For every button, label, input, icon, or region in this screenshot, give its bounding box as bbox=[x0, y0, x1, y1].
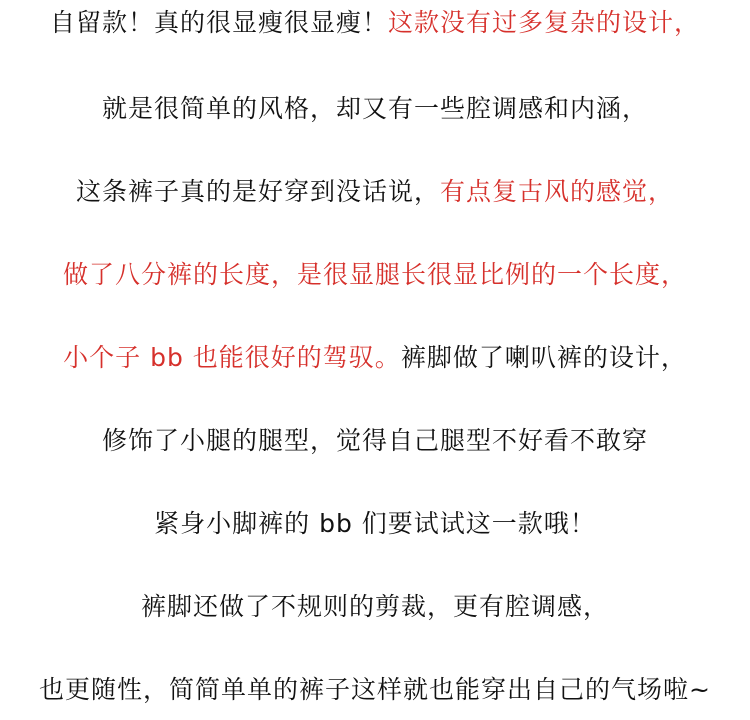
description-text: 裤脚做了喇叭裤的设计， bbox=[400, 343, 687, 372]
highlighted-text: 小个子 bb 也能很好的驾驭。 bbox=[63, 343, 401, 372]
description-line bbox=[0, 6, 750, 40]
highlighted-text: 有点复古风的感觉， bbox=[440, 177, 675, 206]
description-line bbox=[0, 673, 750, 707]
description-text: 也更随性，简简单单的裤子这样就也能穿出自己的气场啦~ bbox=[39, 675, 711, 704]
description-text: 裤脚还做了不规则的剪裁，更有腔调感， bbox=[140, 592, 609, 621]
description-line bbox=[0, 590, 750, 624]
description-text: 自留款！真的很显瘦很显瘦！ bbox=[49, 8, 388, 37]
description-text: 就是很简单的风格，却又有一些腔调感和内涵， bbox=[101, 94, 648, 123]
description-line bbox=[0, 424, 750, 458]
description-text: 这条裤子真的是好穿到没话说， bbox=[75, 177, 440, 206]
description-line bbox=[0, 92, 750, 126]
description-text: 修饰了小腿的腿型，觉得自己腿型不好看不敢穿 bbox=[101, 426, 648, 455]
description-line bbox=[0, 175, 750, 209]
description-text: 紧身小脚裤的 bb 们要试试这一款哦！ bbox=[154, 509, 596, 538]
highlighted-text: 这款没有过多复杂的设计， bbox=[388, 8, 701, 37]
description-line bbox=[0, 507, 750, 541]
description-line bbox=[0, 341, 750, 375]
description-line bbox=[0, 258, 750, 292]
highlighted-text: 做了八分裤的长度，是很显腿长很显比例的一个长度， bbox=[62, 260, 687, 289]
